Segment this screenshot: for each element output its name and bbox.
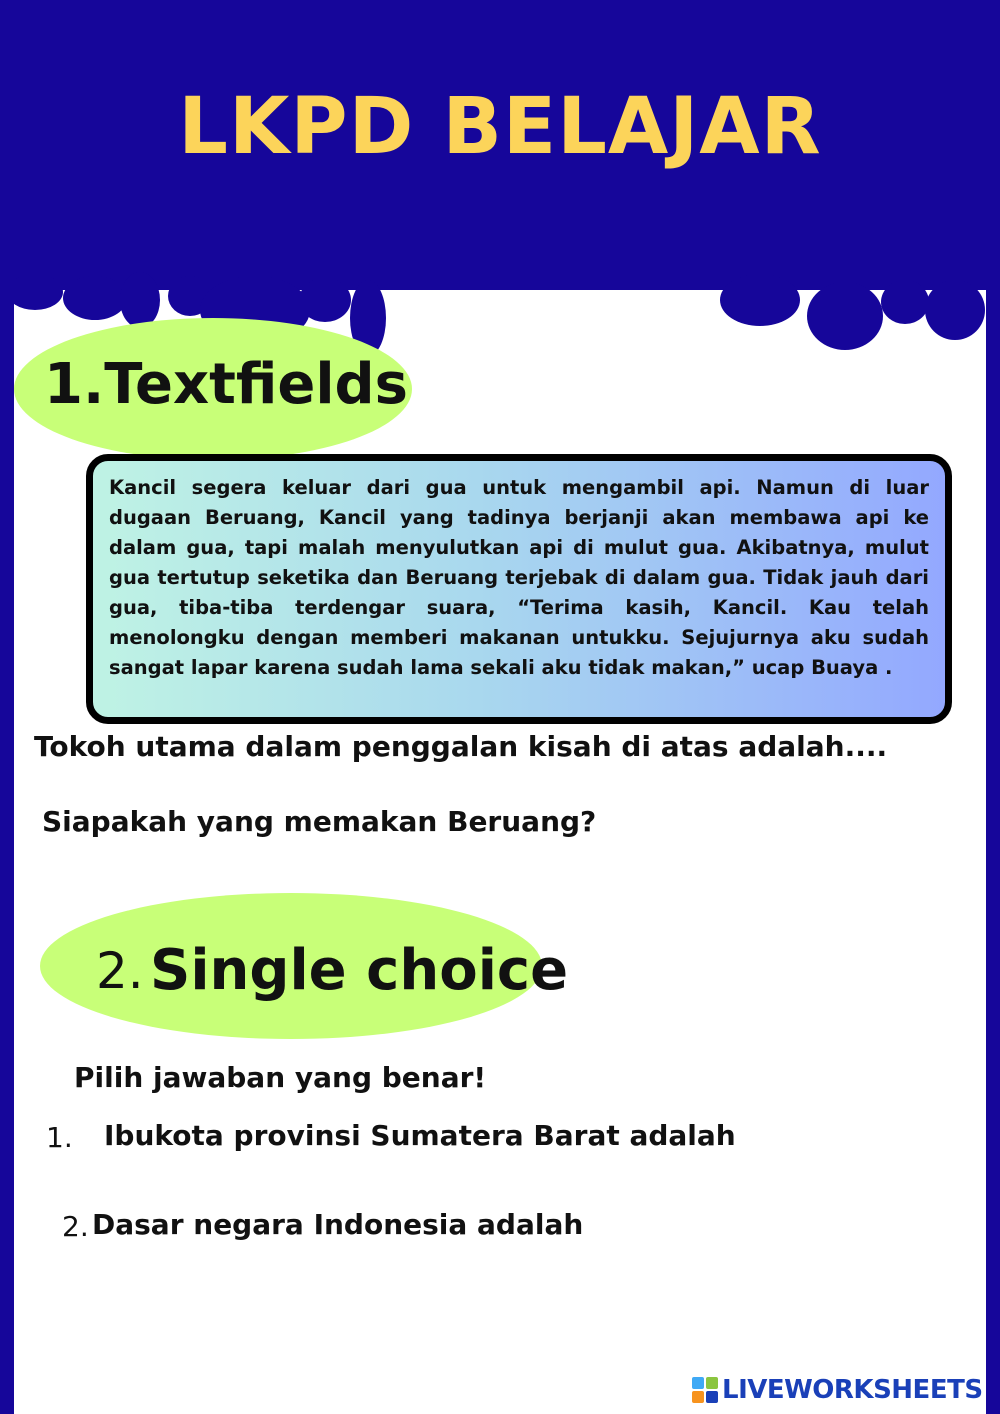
- question-text-2: Siapakah yang memakan Beruang?: [42, 805, 597, 838]
- liveworksheets-brand-text: LIVEWORKSHEETS: [722, 1375, 983, 1405]
- reading-passage-box: [86, 454, 952, 724]
- section2-title: Single choice: [150, 938, 569, 1003]
- section2-number: 2.: [96, 942, 144, 1000]
- reading-passage-text: Kancil segera keluar dari gua untuk mengambil api. Namun di luar dugaan Beruang, Kancil yang tadinya berjanji akan membawa api ke dalam gua, tapi malah menyulutkan api di mulut gua. Akibatnya, mulut gua tertutup seketika dan Beruang terjebak di dalam gua. Tidak jauh dari gua, tiba-tiba terdengar suara, “Terima kasih, Kancil. Kau telah menolongku dengan memberi makanan untukku. Sejujurnya aku sudah sangat lapar karena sudah lama sekali aku tidak makan,” ucap Buaya .: [109, 476, 929, 679]
- worksheet-title: LKPD BELAJAR: [178, 82, 822, 172]
- choice-item-2-number: 2.: [62, 1210, 89, 1243]
- choice-item-1-number: 1.: [46, 1121, 73, 1154]
- section2-instruction: Pilih jawaban yang benar!: [74, 1061, 487, 1094]
- choice-item-1-text: Ibukota provinsi Sumatera Barat adalah: [104, 1119, 736, 1152]
- question-text-1: Tokoh utama dalam penggalan kisah di atas adalah....: [34, 730, 888, 763]
- liveworksheets-brand[interactable]: [692, 1374, 983, 1406]
- section1-title: 1.Textfields: [44, 352, 408, 417]
- liveworksheets-logo-icon: [692, 1377, 718, 1403]
- choice-item-2-text: Dasar negara Indonesia adalah: [92, 1208, 584, 1241]
- header-drips: [0, 0, 1000, 360]
